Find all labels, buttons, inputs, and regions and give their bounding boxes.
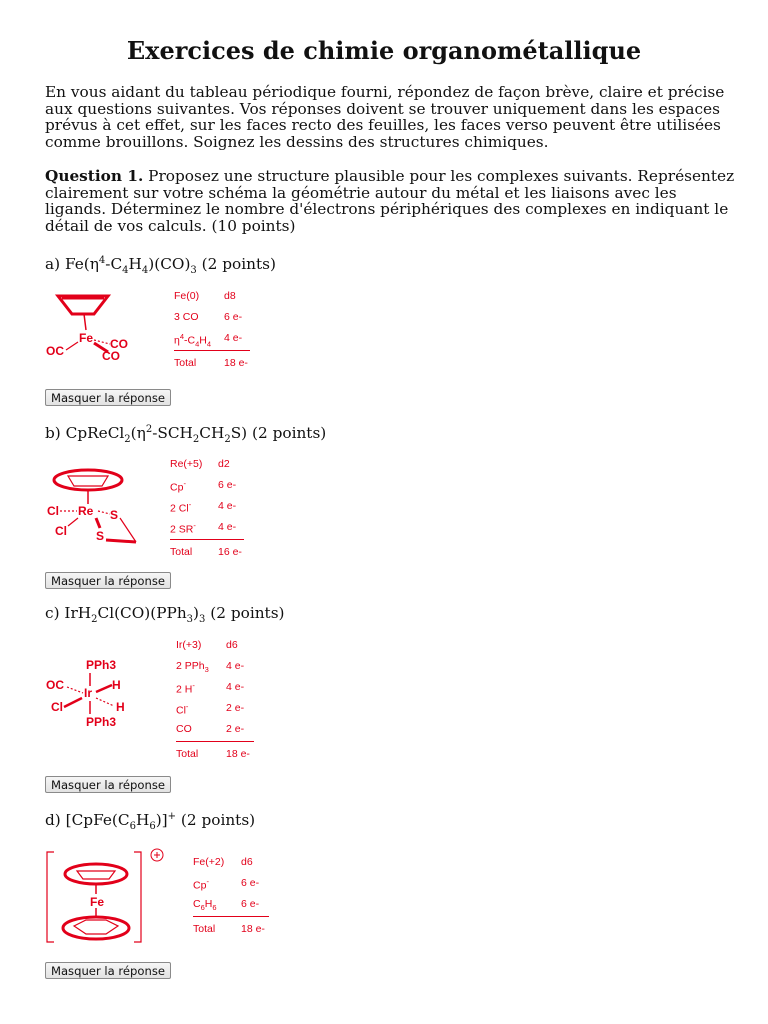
electron-row-count: 4 e- bbox=[226, 660, 245, 672]
electron-row-item: Cp- bbox=[193, 877, 209, 892]
electron-row-count: d6 bbox=[226, 639, 238, 651]
hide-answer-button-b[interactable]: Masquer la réponse bbox=[45, 572, 171, 589]
electron-row-count: 16 e- bbox=[218, 546, 242, 558]
electron-row-item: Re(+5) bbox=[170, 458, 203, 470]
item-b-s1: S bbox=[110, 508, 119, 522]
electron-row-item: Cp- bbox=[170, 479, 186, 494]
intro-paragraph: En vous aidant du tableau périodique fourni, répondez de façon brève, claire et précise aux questions suivantes. Vos réponses doivent se trouver uniquement dans les espaces prévus à cet effet, sur les faces recto des feuilles, les faces verso peuvent être utilisées comme brouillons. Soignez les dessins des structures chimiques. bbox=[45, 83, 725, 151]
item-c-points: (2 points) bbox=[205, 604, 285, 622]
electron-sum-rule bbox=[170, 539, 244, 540]
electron-row-item: $\eta^4-C_4H_4$ bbox=[174, 332, 212, 349]
electron-row-count: d6 bbox=[241, 856, 253, 868]
hide-answer-button-c[interactable]: Masquer la réponse bbox=[45, 776, 171, 793]
item-a-co2: CO bbox=[102, 349, 120, 363]
hide-answer-button-d[interactable]: Masquer la réponse bbox=[45, 962, 171, 979]
item-c-pph3-top: PPh3 bbox=[86, 658, 117, 672]
item-c-structure bbox=[44, 656, 144, 734]
electron-row-count: 4 e- bbox=[226, 681, 245, 693]
item-c-metal: Ir bbox=[84, 686, 93, 700]
item-b-prefix: b) bbox=[45, 424, 66, 443]
item-c-h2: H bbox=[116, 700, 125, 714]
item-a-metal: Fe bbox=[79, 331, 94, 345]
item-d-metal: Fe bbox=[90, 895, 105, 909]
electron-row-item: 2 SR- bbox=[170, 521, 196, 536]
item-b-points: (2 points) bbox=[247, 424, 327, 443]
electron-row-item: $C_6H_6$ bbox=[193, 898, 217, 913]
item-a-points: (2 points) bbox=[196, 255, 276, 274]
electron-row-item: CO bbox=[176, 723, 192, 735]
electron-row-count: 2 e- bbox=[226, 723, 245, 735]
electron-row-count: d2 bbox=[218, 458, 230, 470]
item-b-formula: $CpReCl_2(\eta^2-SCH_2CH_2S)$ bbox=[65, 424, 248, 446]
item-c-cl: Cl bbox=[51, 700, 63, 714]
electron-row-item: Total bbox=[176, 748, 199, 760]
electron-row-count: 18 e- bbox=[224, 357, 248, 369]
electron-sum-rule bbox=[193, 916, 269, 917]
item-a-oc: OC bbox=[46, 344, 64, 358]
electron-row-count: 2 e- bbox=[226, 702, 245, 714]
item-c-h1: H bbox=[112, 678, 121, 692]
item-a-co1: CO bbox=[110, 337, 128, 351]
item-c-oc: OC bbox=[46, 678, 64, 692]
electron-row-count: 6 e- bbox=[241, 877, 260, 889]
electron-row-item: 2 Cl- bbox=[170, 500, 192, 515]
electron-row-item: 2 PPh$_3$ bbox=[176, 660, 209, 675]
item-b-heading bbox=[45, 424, 326, 445]
item-d-structure bbox=[44, 846, 168, 946]
item-b-structure bbox=[44, 456, 144, 552]
electron-row-count: 6 e- bbox=[241, 898, 260, 910]
item-b-s2: S bbox=[96, 529, 105, 543]
electron-sum-rule bbox=[176, 741, 254, 742]
electron-row-item: Fe(+2) bbox=[193, 856, 225, 868]
electron-row-item: 2 H- bbox=[176, 681, 195, 696]
item-c-pph3-bottom: PPh3 bbox=[86, 715, 117, 729]
item-b-cl2: Cl bbox=[55, 524, 67, 538]
electron-row-count: d8 bbox=[224, 290, 236, 302]
item-a-prefix: a) bbox=[45, 255, 65, 274]
electron-row-count: 6 e- bbox=[218, 479, 237, 491]
electron-row-item: Total bbox=[174, 357, 197, 369]
electron-row-count: 6 e- bbox=[224, 311, 243, 323]
item-a-formula: $Fe(\eta^4-C_4H_4)(CO)_3$ bbox=[64, 255, 197, 277]
item-a-heading bbox=[45, 255, 276, 276]
item-a-structure bbox=[44, 288, 144, 366]
electron-row-count: 4 e- bbox=[224, 332, 243, 344]
item-c-heading bbox=[45, 604, 285, 625]
page-title: Exercices de chimie organométallique bbox=[126, 36, 642, 65]
hide-answer-button-a[interactable]: Masquer la réponse bbox=[45, 389, 171, 406]
electron-row-count: 18 e- bbox=[241, 923, 265, 935]
electron-row-count: 18 e- bbox=[226, 748, 250, 760]
electron-sum-rule bbox=[174, 350, 250, 351]
electron-row-item: Fe(0) bbox=[174, 290, 200, 302]
item-b-metal: Re bbox=[78, 504, 94, 518]
item-d-formula: $[CpFe(C_6H_6)]^+$ bbox=[65, 811, 177, 833]
item-c-formula: $IrH_2Cl(CO)(PPh_3)_3$ bbox=[64, 604, 206, 626]
electron-row-item: Ir(+3) bbox=[176, 639, 202, 651]
electron-row-item: 3 CO bbox=[174, 311, 199, 323]
electron-row-item: Total bbox=[170, 546, 193, 558]
item-d-heading bbox=[45, 811, 255, 832]
item-b-cl1: Cl bbox=[47, 504, 59, 518]
question-1 bbox=[45, 168, 735, 234]
electron-row-count: 4 e- bbox=[218, 521, 237, 533]
electron-row-count: 4 e- bbox=[218, 500, 237, 512]
question-1-label: Question 1. bbox=[45, 167, 144, 185]
electron-row-item: Cl- bbox=[176, 702, 189, 717]
item-d-prefix: d) bbox=[45, 811, 66, 830]
electron-row-item: Total bbox=[193, 923, 216, 935]
item-d-points: (2 points) bbox=[176, 811, 256, 830]
item-c-prefix: c) bbox=[45, 604, 65, 622]
question-1-text: Proposez une structure plausible pour les complexes suivants. Représentez clairement sur votre schéma la géométrie autour du métal et les liaisons avec les ligands. Déterminez le nombre d'électrons périphériques des complexes en indiquant le détail de vos calculs. (10 points) bbox=[45, 167, 735, 235]
